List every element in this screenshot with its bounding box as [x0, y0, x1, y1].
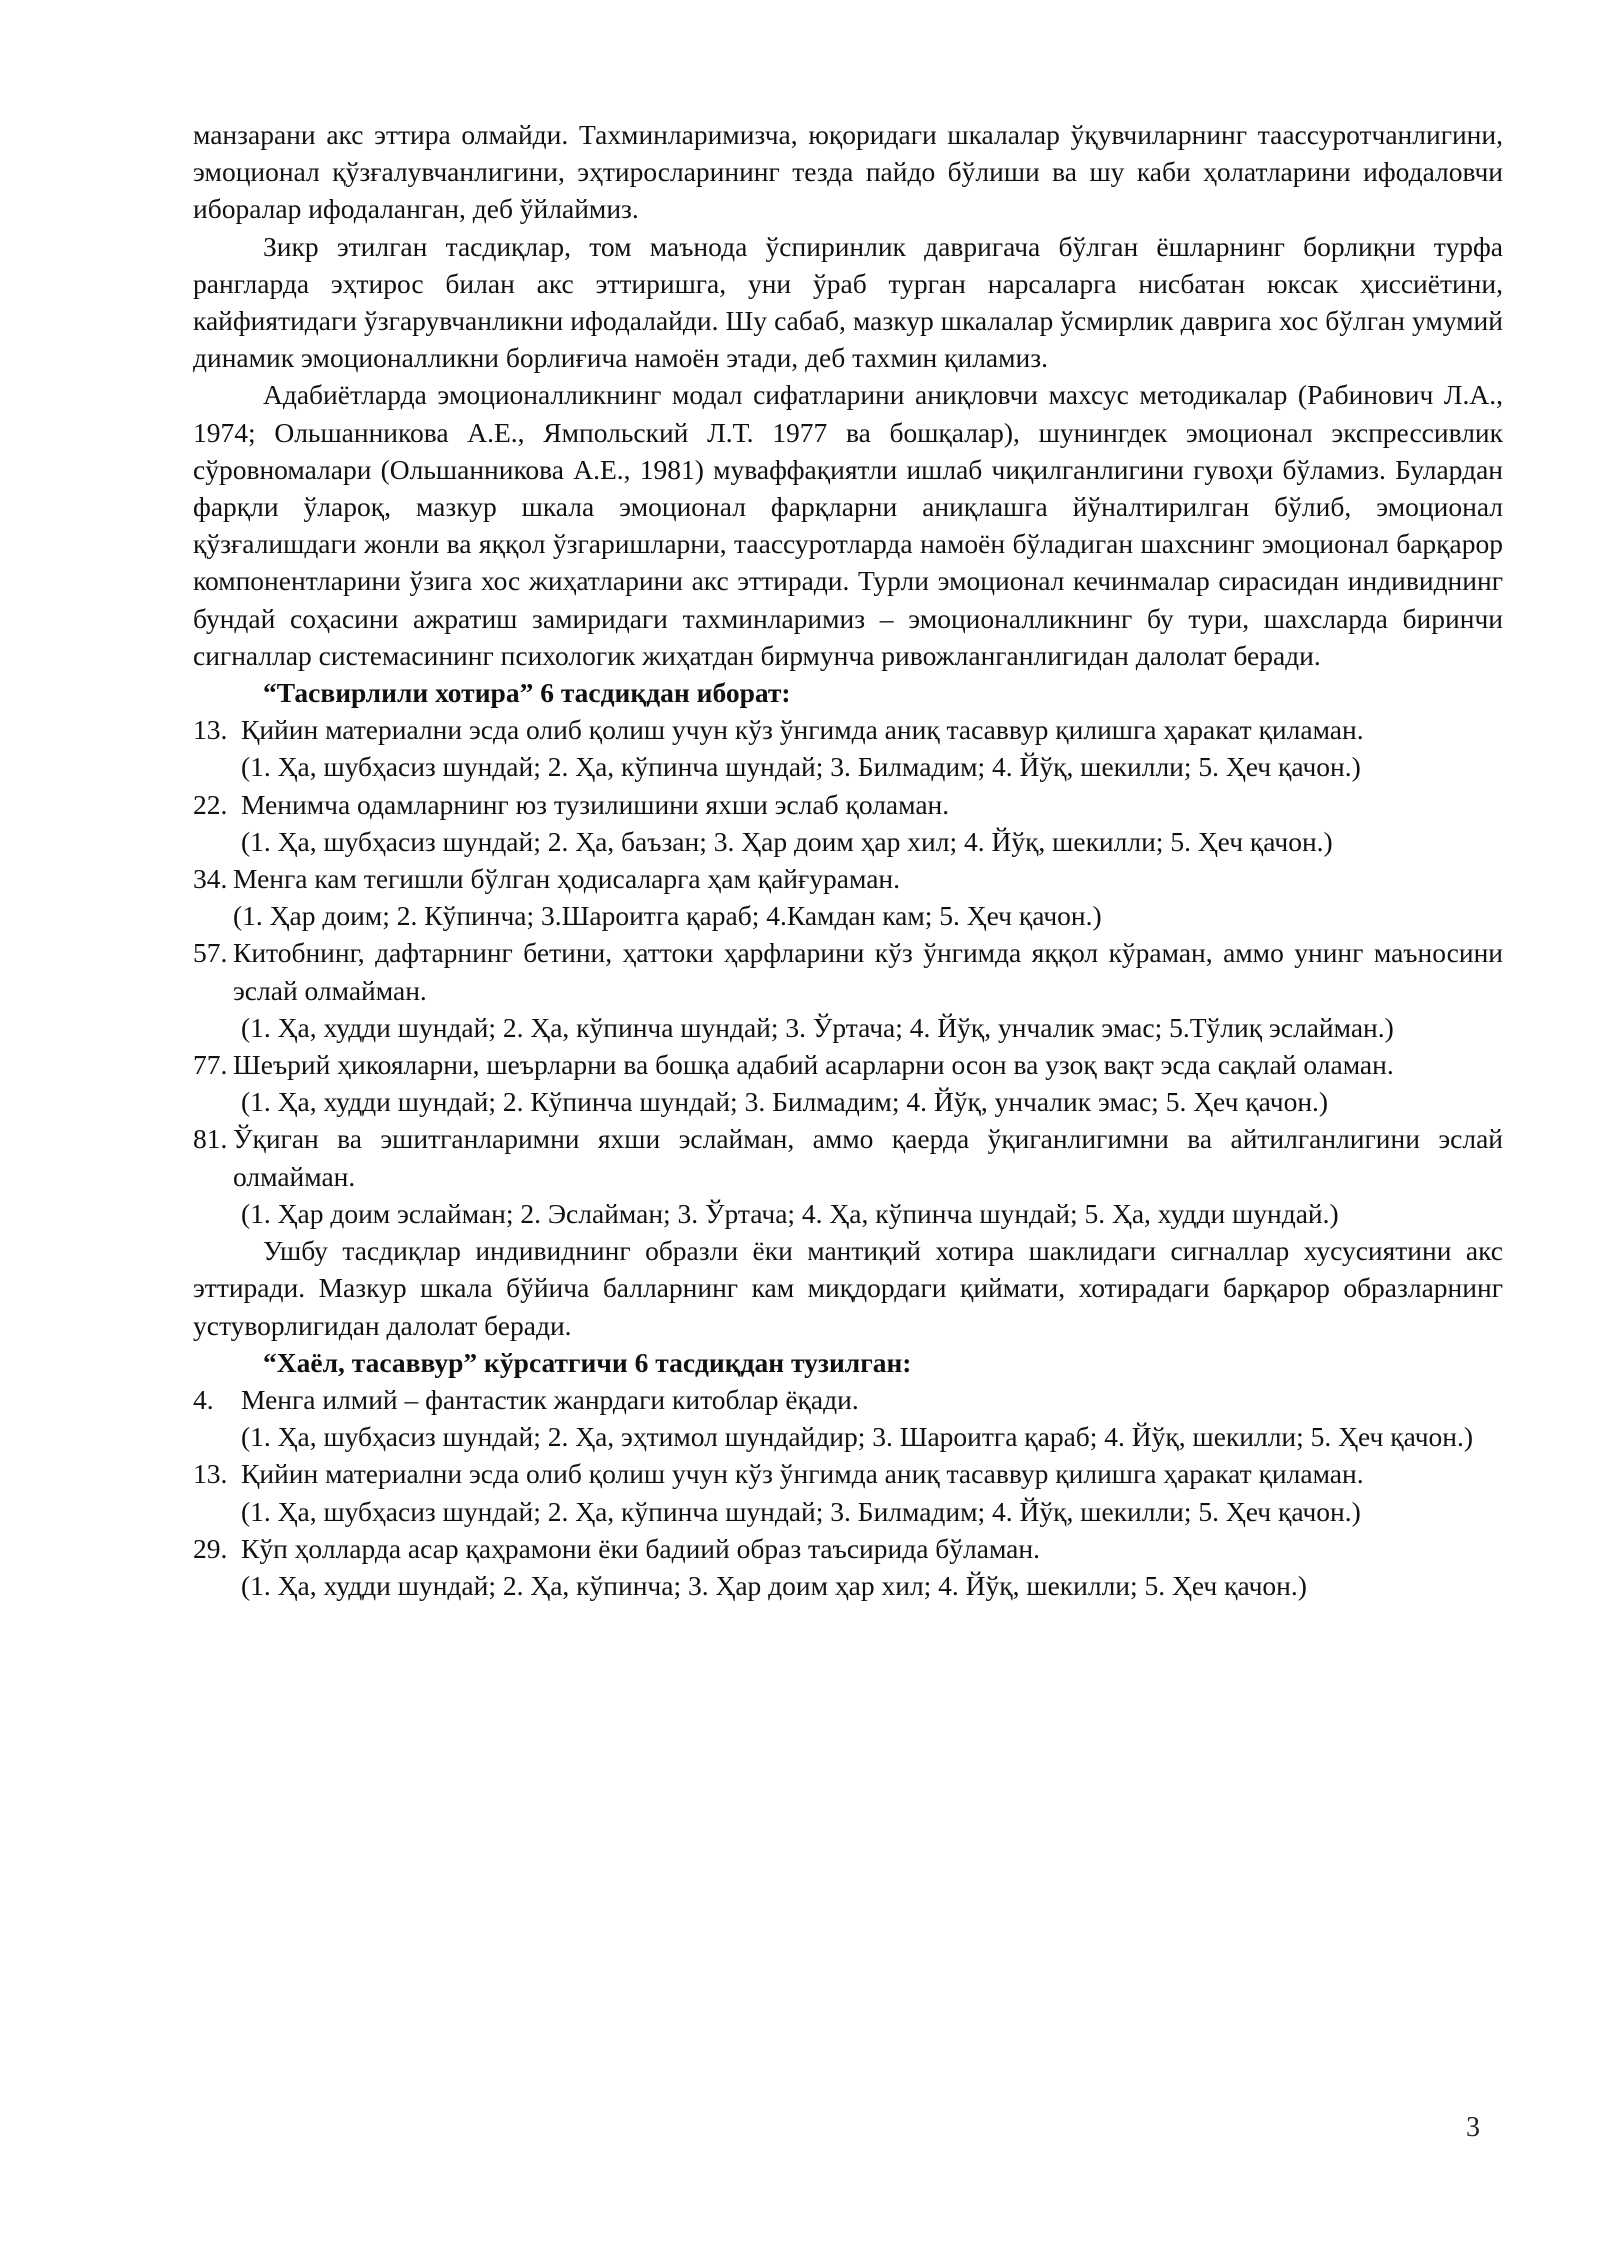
item-text: Китобнинг, дафтарнинг бетини, ҳаттоки ҳарфларини кўз ўнгимда яққол кўраман, аммо унинг маъносини эслай олмайман. — [233, 937, 1503, 1006]
item-options: (1. Ҳа, шубҳасиз шундай; 2. Ҳа, кўпинча шундай; 3. Билмадим; 4. Йўқ, шекилли; 5. Ҳеч қачон.) — [241, 751, 1361, 783]
section-closing-paragraph: Ушбу тасдиқлар индивиднинг образли ёки мантиқий хотира шаклидаги сигналлар хусусиятини акс эттиради. Мазкур шкала бўйича балларнинг кам миқдордаги қиймати, хотирадаги барқарор образларнинг устуворлигидан далолат беради. — [193, 1235, 1503, 1341]
list-item — [193, 860, 1503, 934]
item-options: (1. Ҳа, шубҳасиз шундай; 2. Ҳа, баъзан; 3. Ҳар доим ҳар хил; 4. Йўқ, шекилли; 5. Ҳеч қачон.) — [241, 825, 1333, 857]
item-number: 57. — [193, 937, 228, 969]
list-item — [193, 711, 1503, 785]
item-options: (1. Ҳар доим эслайман; 2. Эслайман; 3. Ўртача; 4. Ҳа, кўпинча шундай; 5. Ҳа, худди шундай.) — [241, 1197, 1339, 1229]
item-number: 4. — [193, 1383, 214, 1415]
item-text: Менга илмий – фантастик жанрдаги китоблар ёқади. — [241, 1383, 859, 1415]
item-text: Қийин материални эсда олиб қолиш учун кўз ўнгимда аниқ тасаввур қилишга ҳаракат қиламан. — [241, 714, 1364, 746]
list-item — [193, 1381, 1503, 1455]
list-item — [193, 1046, 1503, 1120]
document-page — [193, 116, 1503, 1604]
paragraph-1: манзарани акс эттира олмайди. Тахминларимизча, юқоридаги шкалалар ўқувчиларнинг таассуротчанлигини, эмоционал қўзғалувчанлигини, эҳтиросларининг тезда пайдо бўлиши ва шу каби ҳолатларини ифодаловчи иборалар ифодаланган, деб ўйлаймиз. — [193, 119, 1503, 225]
item-number: 13. — [193, 714, 228, 746]
list-item — [193, 1120, 1503, 1232]
item-number: 29. — [193, 1532, 228, 1564]
item-text: Менимча одамларнинг юз тузилишини яхши эслаб қоламан. — [241, 788, 950, 820]
item-number: 13. — [193, 1458, 228, 1490]
page-number: 3 — [1466, 2112, 1480, 2143]
item-number: 81. — [193, 1123, 228, 1155]
list-item — [193, 786, 1503, 860]
paragraph-3: Адабиётларда эмоционалликнинг модал сифатларини аниқловчи махсус методикалар (Рабинович Л.А., 1974; Ольшанникова А.Е., Ямпольский Л.Т. 1977 ва бошқалар), шунингдек эмоционал экспрессивлик сўровномалари (Ольшанникова А.Е., 1981) муваффақиятли ишлаб чиқилганлигини гувоҳи бўламиз. Булардан фарқли ўлароқ, мазкур шкала эмоционал фарқларни аниқлашга йўналтирилган бўлиб, эмоционал қўзғалишдаги жонли ва яққол ўзгаришларни, таассуротларда намоён бўладиган шахснинг эмоционал барқарор компонентларини ўзига хос жиҳатларини акс эттиради. Турли эмоционал кечинмалар сирасидан индивиднинг бундай соҳасини ажратиш замиридаги тахминларимиз – эмоционалликнинг бу тури, шахсларда биринчи сигналлар системасининг психологик жиҳатдан бирмунча ривожланганлигидан далолат беради. — [193, 379, 1503, 671]
list-item — [193, 934, 1503, 1046]
list-item — [193, 1455, 1503, 1529]
item-text: Ўқиган ва эшитганларимни яхши эслайман, аммо қаерда ўқиганлигимни ва айтилганлигини эслай олмайман. — [233, 1123, 1503, 1192]
item-text: Қийин материални эсда олиб қолиш учун кўз ўнгимда аниқ тасаввур қилишга ҳаракат қиламан. — [241, 1458, 1364, 1490]
list-item — [193, 1530, 1503, 1604]
item-text: Кўп ҳолларда асар қаҳрамони ёки бадиий образ таъсирида бўламан. — [241, 1532, 1040, 1564]
item-options: (1. Ҳа, худди шундай; 2. Ҳа, кўпинча; 3. Ҳар доим ҳар хил; 4. Йўқ, шекилли; 5. Ҳеч қачон.) — [241, 1569, 1307, 1601]
item-number: 22. — [193, 788, 228, 820]
item-text: Менга кам тегишли бўлган ҳодисаларга ҳам қайғураман. — [233, 863, 901, 895]
section-heading-visual-memory: “Тасвирлили хотира” 6 тасдиқдан иборат: — [263, 677, 791, 709]
item-number: 77. — [193, 1049, 228, 1081]
paragraph-2: Зикр этилган тасдиқлар, том маънода ўспиринлик давригача бўлган ёшларнинг борлиқни турфа рангларда эҳтирос билан акс эттиришга, уни ўраб турган нарсаларга нисбатан юксак ҳиссиётини, кайфиятидаги ўзгарувчанликни ифодалайди. Шу сабаб, мазкур шкалалар ўсмирлик даврига хос бўлган умумий динамик эмоционалликни борлиғича намоён этади, деб тахмин қиламиз. — [193, 230, 1503, 374]
item-options: (1. Ҳа, шубҳасиз шундай; 2. Ҳа, эҳтимол шундайдир; 3. Шароитга қараб; 4. Йўқ, шекилли; 5. Ҳеч қачон.) — [241, 1421, 1474, 1453]
item-number: 34. — [193, 863, 228, 895]
item-options: (1. Ҳа, шубҳасиз шундай; 2. Ҳа, кўпинча шундай; 3. Билмадим; 4. Йўқ, шекилли; 5. Ҳеч қачон.) — [241, 1495, 1361, 1527]
section-heading-imagination: “Хаёл, тасаввур” кўрсатгичи 6 тасдиқдан тузилган: — [263, 1346, 912, 1378]
item-text: Шеърий ҳикояларни, шеърларни ва бошқа адабий асарларни осон ва узоқ вақт эсда сақлай оламан. — [233, 1049, 1394, 1081]
item-options: (1. Ҳар доим; 2. Кўпинча; 3.Шароитга қараб; 4.Камдан кам; 5. Ҳеч қачон.) — [233, 900, 1102, 932]
item-options: (1. Ҳа, худди шундай; 2. Кўпинча шундай; 3. Билмадим; 4. Йўқ, унчалик эмас; 5. Ҳеч қачон.) — [241, 1086, 1329, 1118]
item-options: (1. Ҳа, худди шундай; 2. Ҳа, кўпинча шундай; 3. Ўртача; 4. Йўқ, унчалик эмас; 5.Тўлиқ эслайман.) — [241, 1011, 1394, 1043]
